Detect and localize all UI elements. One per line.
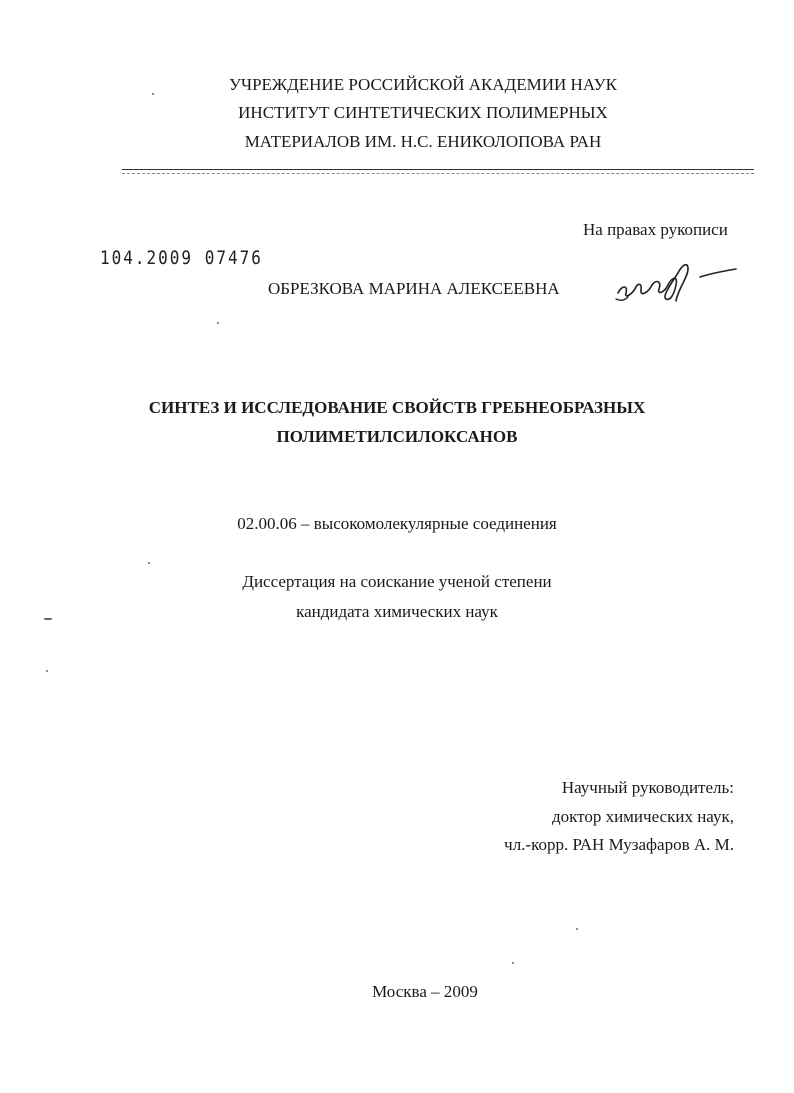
- degree-line-2: кандидата химических наук: [296, 602, 498, 621]
- place-year: Москва – 2009: [372, 982, 478, 1001]
- header-divider-shadow: [122, 173, 754, 174]
- scan-speck: [152, 93, 154, 95]
- degree-line-1: Диссертация на соискание ученой степени: [242, 572, 552, 591]
- scan-speck: [148, 562, 150, 564]
- header-divider: [122, 169, 754, 170]
- supervisor-name: чл.-корр. РАН Музафаров А. М.: [504, 835, 734, 854]
- institution-line-1: УЧРЕЖДЕНИЕ РОССИЙСКОЙ АКАДЕМИИ НАУК: [229, 75, 617, 94]
- supervisor-degree: доктор химических наук,: [551, 807, 734, 826]
- institution-line-3: МАТЕРИАЛОВ ИМ. Н.С. ЕНИКОЛОПОВА РАН: [244, 132, 602, 151]
- scan-speck: [44, 618, 52, 620]
- title-line-1: СИНТЕЗ И ИССЛЕДОВАНИЕ СВОЙСТВ ГРЕБНЕОБРАЗНЫХ: [148, 398, 646, 417]
- specialty: 02.00.06 – высокомолекулярные соединения: [237, 514, 557, 533]
- manuscript-note: На правах рукописи: [583, 220, 728, 239]
- author-signature: [612, 255, 742, 310]
- scan-speck: [576, 928, 578, 930]
- institution-line-2: ИНСТИТУТ СИНТЕТИЧЕСКИХ ПОЛИМЕРНЫХ: [238, 103, 608, 122]
- supervisor-label: Научный руководитель:: [561, 778, 734, 797]
- registration-stamp: 104.2009 07476: [100, 246, 263, 269]
- scan-speck: [217, 322, 219, 324]
- title-line-2: ПОЛИМЕТИЛСИЛОКСАНОВ: [276, 427, 518, 446]
- scan-speck: [512, 962, 514, 964]
- scan-speck: [46, 670, 48, 672]
- author-name: ОБРЕЗКОВА МАРИНА АЛЕКСЕЕВНА: [268, 279, 560, 298]
